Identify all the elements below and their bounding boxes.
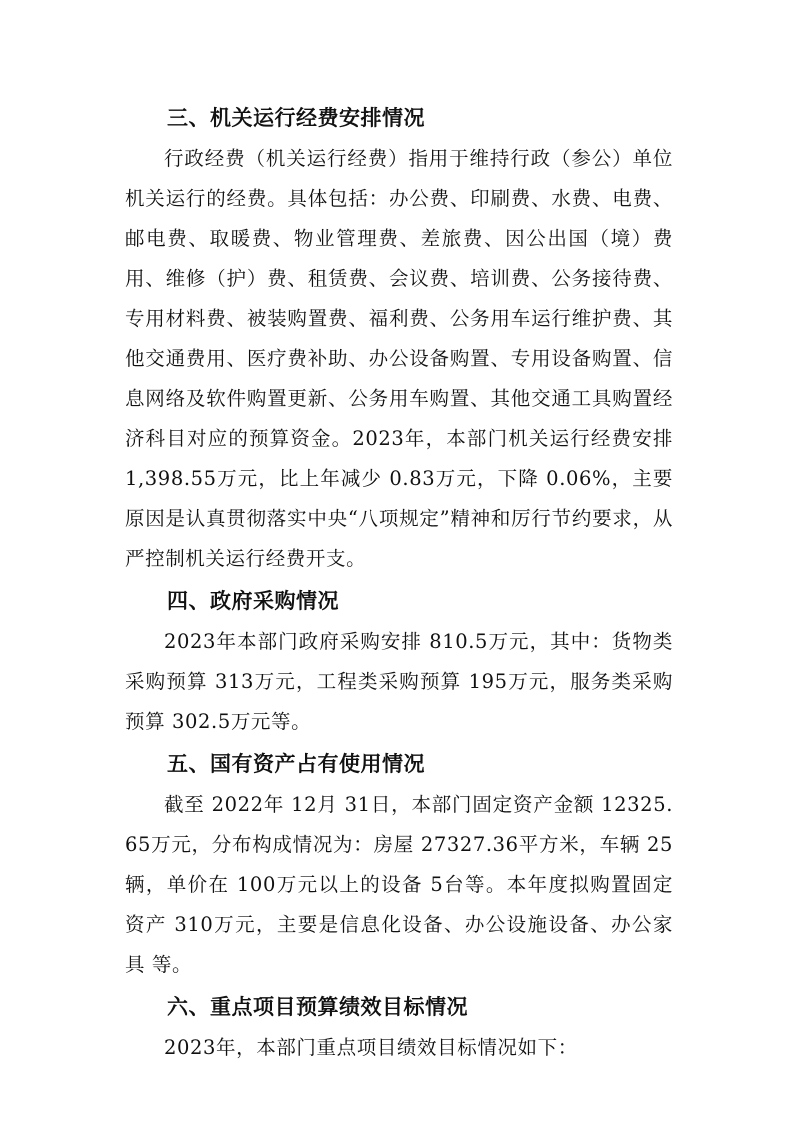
section-heading-office-operating-expenses: 三、机关运行经费安排情况 — [167, 106, 425, 130]
section-heading-performance-targets: 六、重点项目预算绩效目标情况 — [167, 995, 468, 1019]
section-heading-government-procurement: 四、政府采购情况 — [167, 589, 339, 613]
document-body — [125, 98, 673, 1068]
section-paragraph-state-assets: 截至 2022年 12月 31日，本部门固定资产金额 12325.65万元，分布构成情况为：房屋 27327.36平方米，车辆 25辆，单价在 100万元以上的设备 5台等。本年度拟购置固定资产 310万元，主要是信息化设备、办公设施设备、办公家具 等。 — [125, 793, 673, 976]
section-paragraph-government-procurement: 2023年本部门政府采购安排 810.5万元，其中：货物类采购预算 313万元，工程类采购预算 195万元，服务类采购预算 302.5万元等。 — [125, 630, 673, 733]
section-paragraph-performance-targets: 2023年，本部门重点项目绩效目标情况如下： — [164, 1036, 578, 1059]
section-paragraph-office-operating-expenses: 行政经费（机关运行经费）指用于维持行政（参公）单位机关运行的经费。具体包括：办公费、印刷费、水费、电费、邮电费、取暖费、物业管理费、差旅费、因公出国（境）费用、维修（护）费、租赁费、会议费、培训费、公务接待费、专用材料费、被装购置费、福利费、公务用车运行维护费、其他交通费用、医疗费补助、办公设备购置、专用设备购置、信息网络及软件购置更新、公务用车购置、其他交通工具购置经济科目对应的预算资金。2023年，本部门机关运行经费安排 1,398.55万元，比上年减少 0.83万元，下降 0.06%，主要原因是认真贯彻落实中央“八项规定”精神和厉行节约要求，从严控制机关运行经费开支。 — [125, 147, 673, 570]
section-heading-state-assets: 五、国有资产占有使用情况 — [167, 752, 425, 776]
